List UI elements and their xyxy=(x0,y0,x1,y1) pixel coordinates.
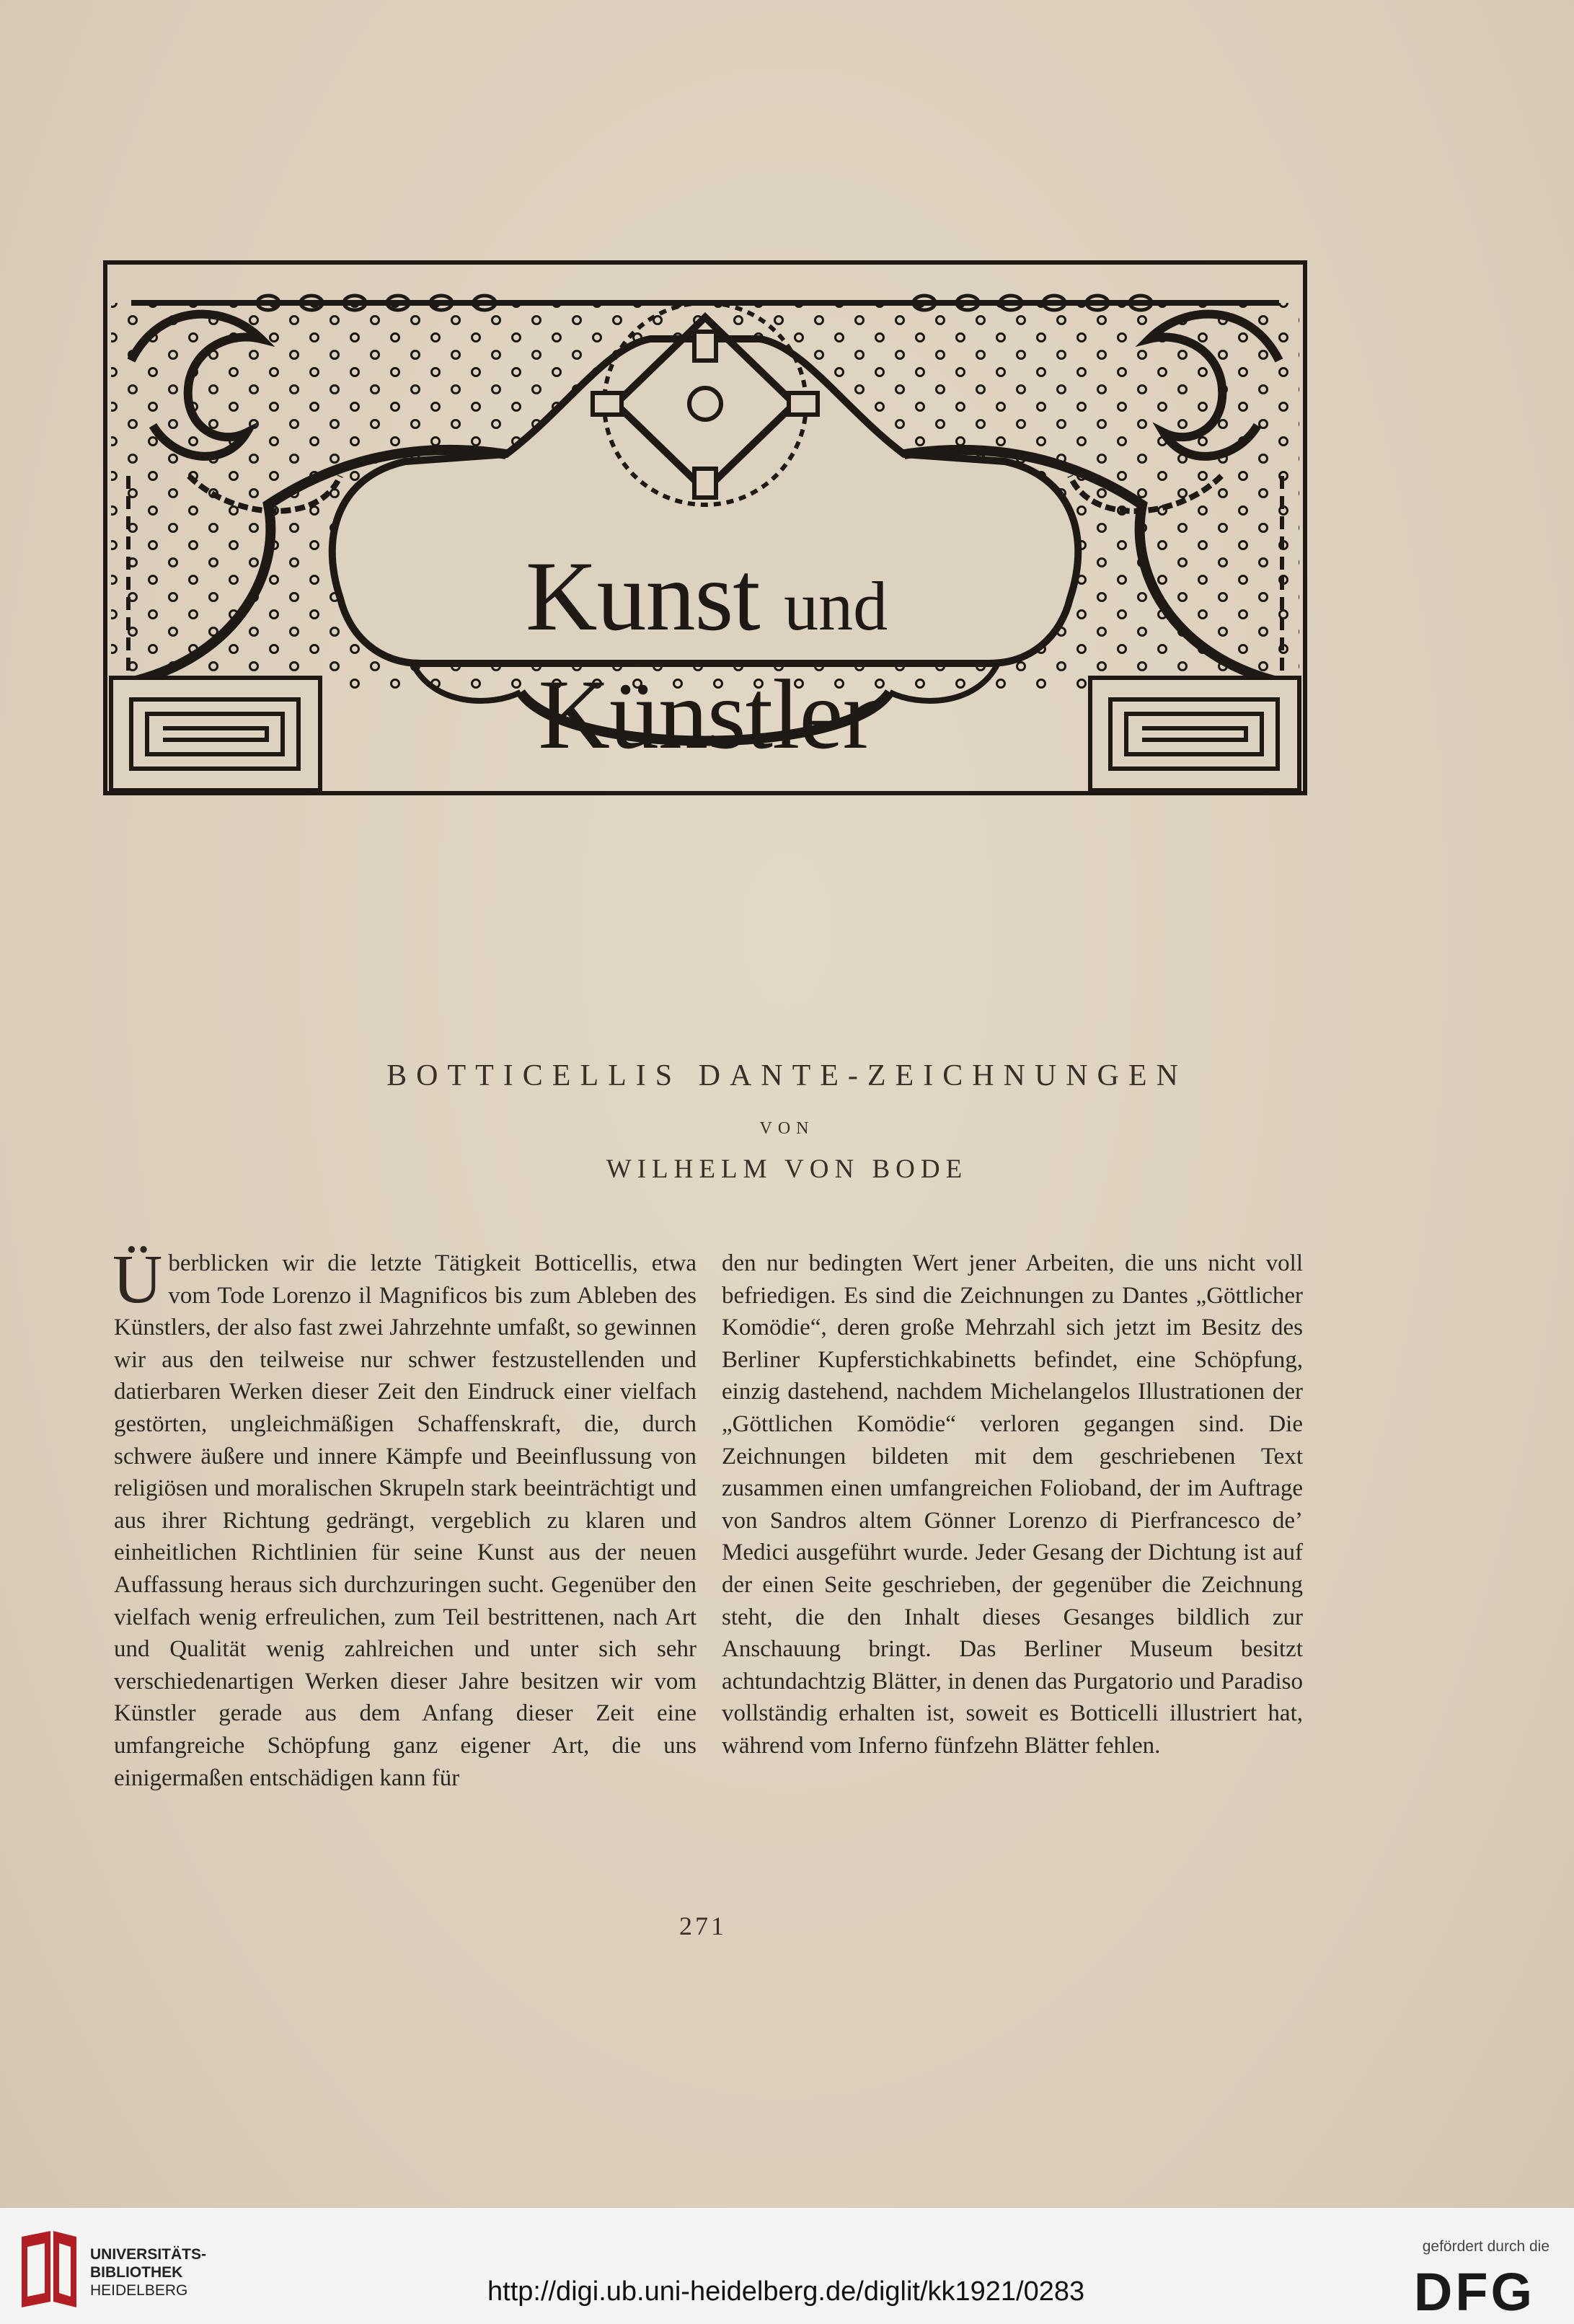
left-column xyxy=(112,1240,697,1794)
right-column-text: den nur bedingten Wert jener Arbeiten, die uns nicht voll befriedigen. Es sind die Zeichnungen zu Dantes „Göttlicher Komödie“, deren große Mehrzahl sich jetzt im Besitz des Berliner Kupferstichkabinetts befindet, eine Schöpfung, einzig dastehend, nachdem Michelangelos Illustrationen der „Göttlichen Komödie“ verloren gegangen sind. Die Zeichnungen bildeten mit dem geschriebenen Text zusammen einen umfangreichen Folioband, der im Auftrage von Sandros altem Gönner Lorenzo di Pierfrancesco de’ Medici ausgeführt wurde. Jeder Gesang der Dichtung ist auf der einen Seite geschrieben, der gegenüber die Zeichnung steht, die den Inhalt dieses Gesanges bildlich zur Anschauung bringt. Das Berliner Museum besitzt achtundachtzig Blätter, in denen das Purgatorio und Paradiso vollständig erhalten ist, soweit es Botticelli illustriert hat, während vom Inferno fünfzehn Blätter fehlen. xyxy=(722,1250,1303,1759)
university-library-logo-icon xyxy=(16,2230,81,2309)
dfg-logo-icon xyxy=(1400,2266,1549,2316)
library-name xyxy=(90,2245,206,2299)
byline-von: VON xyxy=(759,1119,815,1138)
article-title: BOTTICELLIS DANTE-ZEICHNUNGEN xyxy=(386,1059,1188,1092)
masthead-title-part2: und xyxy=(784,567,888,645)
masthead-title xyxy=(382,542,1031,769)
article-author: WILHELM VON BODE xyxy=(606,1154,968,1184)
drop-cap: Ü xyxy=(112,1240,163,1317)
funding-note: gefördert durch die xyxy=(1422,2238,1549,2255)
masthead-title-part3: Künstler xyxy=(538,659,875,769)
source-url-link[interactable]: http://digi.ub.uni-heidelberg.de/diglit/kk1921/0283 xyxy=(487,2276,1085,2307)
digitization-footer xyxy=(0,2208,1574,2324)
library-line2: BIBLIOTHEK xyxy=(90,2264,183,2281)
page-number: 271 xyxy=(679,1912,727,1940)
left-column-text: berblicken wir die letzte Tätigkeit Botticellis, etwa vom Tode Lorenzo il Magnificos bis zum Ableben des Künstlers, der also fast zwei Jahrzehnte umfaßt, so gewinnen wir aus den teilweise nur schwer festzustellenden und datierbaren Werken dieser Zeit den Eindruck einer vielfach gestörten, ungleichmäßigen Schaffenskraft, die, durch schwere äußere und innere Kämpfe und Beeinflussung von religiösen und moralischen Skrupeln stark beeinträchtigt und aus ihrer Richtung gedrängt, vergeblich zu klaren und einheitlichen Richtlinien für seine Kunst aus der neuen Auffassung heraus sich durchzuringen sucht. Gegenüber den vielfach wenig erfreulichen, zum Teil bestrittenen, nach Art und Qualität wenig zahlreichen und unter sich sehr verschiedenartigen Werken dieser Jahre besitzen wir vom Künstler gerade aus dem Anfang dieser Zeit eine umfangreiche Schöpfung ganz eigener Art, die uns einigermaßen entschädigen kann für xyxy=(114,1250,697,1791)
library-line1: UNIVERSITÄTS- xyxy=(90,2246,207,2263)
left-column-paragraph xyxy=(112,1240,697,1794)
library-line3: HEIDELBERG xyxy=(90,2282,188,2299)
svg-text:DFG: DFG xyxy=(1413,2266,1536,2316)
masthead-title-part1: Kunst xyxy=(525,541,760,651)
right-column xyxy=(722,1247,1303,1762)
